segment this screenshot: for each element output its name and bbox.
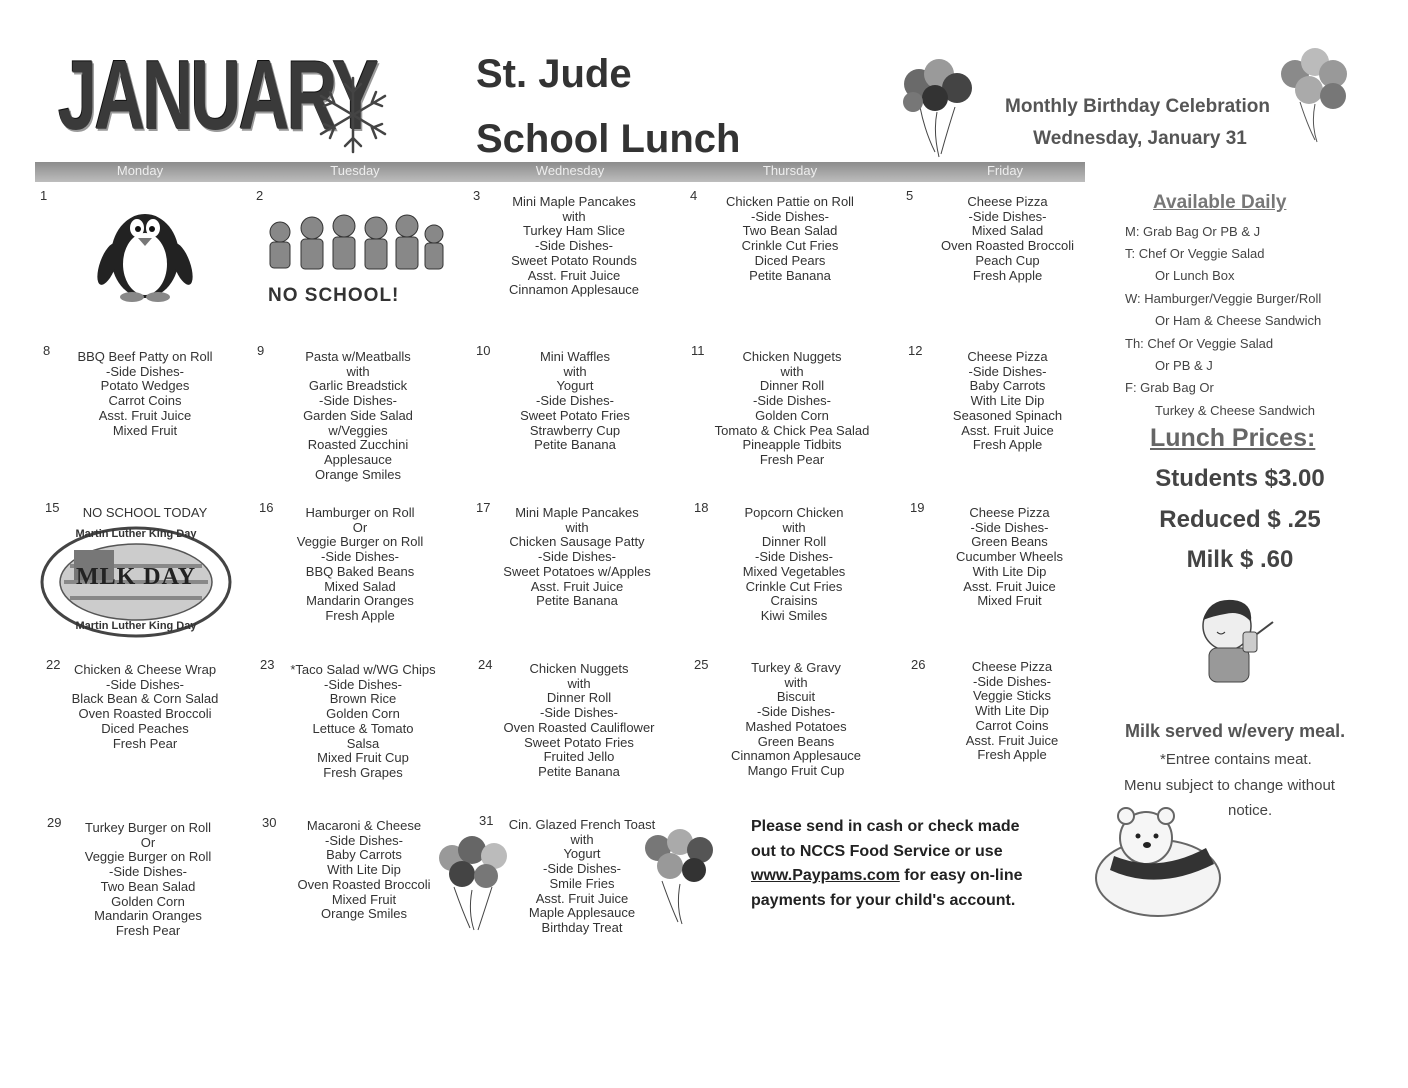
weekday-label: Tuesday (330, 163, 380, 178)
penguin-icon (90, 198, 200, 303)
balloons-icon (1275, 44, 1355, 144)
balloons-icon (432, 832, 517, 932)
available-daily-line: T: Chef Or Veggie Salad (1125, 246, 1265, 261)
available-daily-line: Or Ham & Cheese Sandwich (1155, 313, 1322, 328)
mlk-center-text: MLK DAY (75, 564, 197, 590)
available-daily-line: W: Hamburger/Veggie Burger/Roll (1125, 291, 1322, 306)
note-entree: *Entree contains meat. (1160, 751, 1312, 768)
day-number: 12 (908, 343, 923, 358)
day-number: 25 (694, 657, 709, 672)
day-number: 8 (43, 343, 51, 358)
day-number: 30 (262, 815, 277, 830)
month-title: JANUARY (58, 40, 377, 150)
menu-cell: Chicken Pattie on Roll -Side Dishes- Two Bean Salad Crinkle Cut Fries Diced Pears Petite Banana (726, 194, 854, 283)
menu-cell-no-school: NO SCHOOL TODAY (82, 505, 208, 520)
price-milk: Milk $ .60 (1186, 546, 1294, 573)
title-line-2: School Lunch (476, 117, 741, 161)
day-number: 16 (259, 500, 274, 515)
menu-cell: Mini Maple Pancakes with Turkey Ham Slice -Side Dishes- Sweet Potato Rounds Asst. Fruit Juice Cinnamon Applesauce (508, 194, 640, 298)
snowflake-icon (312, 72, 394, 158)
menu-cell: Turkey & Gravy with Biscuit -Side Dishes- Mashed Potatoes Green Beans Cinnamon Applesauce Mango Fruit Cup (730, 660, 862, 778)
payment-line-1: Please send in cash or check made (751, 818, 1020, 835)
day-number: 24 (478, 657, 493, 672)
available-daily-line: Or PB & J (1155, 358, 1213, 373)
day-number: 3 (473, 188, 481, 203)
day-number: 17 (476, 500, 491, 515)
payment-note (751, 815, 1071, 913)
menu-cell: Popcorn Chicken with Dinner Roll -Side Dishes- Mixed Vegetables Crinkle Cut Fries Craisins Kiwi Smiles (742, 505, 846, 623)
day-number: 19 (910, 500, 925, 515)
day-number: 4 (690, 188, 698, 203)
menu-cell: Turkey Burger on Roll Or Veggie Burger on Roll -Side Dishes- Two Bean Salad Golden Corn Mandarin Oranges Fresh Pear (84, 820, 212, 938)
price-students: Students $3.00 (1155, 465, 1325, 492)
menu-cell: Chicken & Cheese Wrap -Side Dishes- Black Bean & Corn Salad Oven Roasted Broccoli Diced Peaches Fresh Pear (71, 662, 219, 751)
day-number: 2 (256, 188, 264, 203)
weekday-label: Monday (116, 163, 164, 178)
day-number: 18 (694, 500, 709, 515)
menu-cell: Cheese Pizza -Side Dishes- Baby Carrots With Lite Dip Seasoned Spinach Asst. Fruit Juice Fresh Apple (952, 349, 1063, 453)
menu-cell: Cheese Pizza -Side Dishes- Green Beans Cucumber Wheels With Lite Dip Asst. Fruit Juice Mixed Fruit (956, 505, 1063, 609)
paypams-link[interactable]: www.Paypams.com (751, 867, 900, 884)
price-reduced: Reduced $ .25 (1159, 506, 1321, 533)
weekday-label: Wednesday (535, 163, 605, 178)
lunch-prices-title: Lunch Prices: (1150, 424, 1316, 452)
mlk-bottom-text: Martin Luther King Day (75, 620, 197, 632)
menu-cell: BBQ Beef Patty on Roll -Side Dishes- Potato Wedges Carrot Coins Asst. Fruit Juice Mixed Fruit (77, 349, 213, 438)
mlk-badge (40, 526, 232, 638)
mlk-top-text: Martin Luther King Day (75, 528, 197, 540)
note-change-2: notice. (1228, 802, 1273, 819)
available-daily-line: Turkey & Cheese Sandwich (1155, 403, 1315, 418)
day-number: 23 (260, 657, 275, 672)
menu-cell: Cheese Pizza -Side Dishes- Mixed Salad Oven Roasted Broccoli Peach Cup Fresh Apple (941, 194, 1074, 283)
payment-line-3: for easy on-line (899, 867, 1023, 884)
menu-cell: Chicken Nuggets with Dinner Roll -Side Dishes- Golden Corn Tomato & Chick Pea Salad Pineapple Tidbits Fresh Pear (714, 349, 870, 467)
available-daily-line: M: Grab Bag Or PB & J (1125, 224, 1261, 239)
balloons-icon (640, 826, 720, 926)
title-line-1: St. Jude (476, 52, 632, 96)
boy-drinking-icon (1185, 592, 1280, 687)
menu-cell: Mini Maple Pancakes with Chicken Sausage Patty -Side Dishes- Sweet Potatoes w/Apples Asst. Fruit Juice Petite Banana (503, 505, 651, 609)
day-number: 5 (906, 188, 914, 203)
menu-cell: Chicken Nuggets with Dinner Roll -Side Dishes- Oven Roasted Cauliflower Sweet Potato Fries Fruited Jello Petite Banana (503, 661, 655, 779)
day-number: 31 (479, 813, 494, 828)
day-number: 15 (45, 500, 60, 515)
menu-cell: Cheese Pizza -Side Dishes- Veggie Sticks With Lite Dip Carrot Coins Asst. Fruit Juice Fresh Apple (965, 659, 1059, 763)
polar-bear-icon (1086, 800, 1231, 920)
note-change: Menu subject to change without (1124, 777, 1335, 794)
day-number: 22 (46, 657, 61, 672)
day-number: 11 (691, 343, 705, 358)
weekday-label: Friday (986, 163, 1024, 178)
day-number: 29 (47, 815, 62, 830)
menu-cell: *Taco Salad w/WG Chips -Side Dishes- Brown Rice Golden Corn Lettuce & Tomato Salsa Mixed Fruit Cup Fresh Grapes (290, 662, 436, 780)
day-number: 1 (40, 188, 48, 203)
available-daily-line: Th: Chef Or Veggie Salad (1125, 336, 1274, 351)
payment-line-4: payments for your child's account. (751, 891, 1016, 909)
menu-cell: Cin. Glazed French Toast with Yogurt -Side Dishes- Smile Fries Asst. Fruit Juice Maple Applesauce Birthday Treat (508, 817, 656, 935)
available-daily-line: F: Grab Bag Or (1125, 380, 1214, 395)
menu-cell: Pasta w/Meatballs with Garlic Breadstick -Side Dishes- Garden Side Salad w/Veggies Roasted Zucchini Applesauce Orange Smiles (303, 349, 413, 482)
birthday-line-1: Monthly Birthday Celebration (1005, 96, 1270, 117)
available-daily-line: Or Lunch Box (1155, 268, 1235, 283)
day-number: 10 (476, 343, 491, 358)
weekday-label: Thursday (762, 163, 818, 178)
menu-cell: Mini Waffles with Yogurt -Side Dishes- Sweet Potato Fries Strawberry Cup Petite Banana (520, 349, 630, 453)
available-daily-title: Available Daily (1153, 192, 1287, 213)
birthday-line-2: Wednesday, January 31 (1033, 128, 1247, 149)
day-number: 26 (911, 657, 926, 672)
day-number: 9 (257, 343, 265, 358)
payment-line-2: out to NCCS Food Service or use (751, 842, 1003, 860)
note-milk: Milk served w/every meal. (1125, 721, 1346, 741)
menu-cell: Macaroni & Cheese -Side Dishes- Baby Carrots With Lite Dip Oven Roasted Broccoli Mixed Fruit Orange Smiles (297, 818, 431, 922)
weekday-bar (35, 162, 1085, 182)
menu-cell: Hamburger on Roll Or Veggie Burger on Roll -Side Dishes- BBQ Baked Beans Mixed Salad Mandarin Oranges Fresh Apple (296, 505, 424, 623)
no-school-label: NO SCHOOL! (268, 285, 400, 306)
balloons-icon (895, 52, 980, 160)
children-icon (262, 212, 447, 284)
